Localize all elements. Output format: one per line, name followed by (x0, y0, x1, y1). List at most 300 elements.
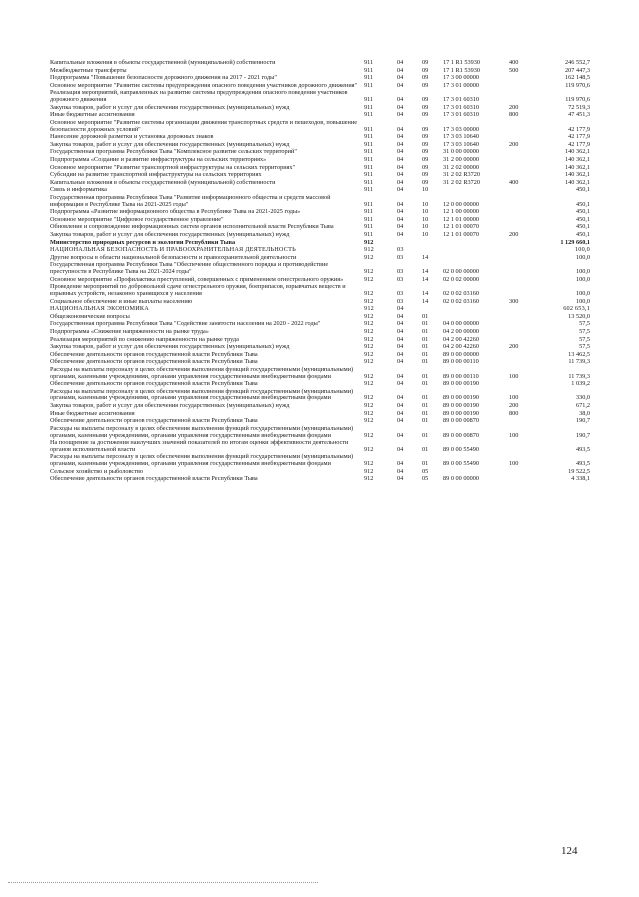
row-name: На поощрение за достижения наилучших значений показателей по итогам оценки эффективности деятельности органов исполнительной власти (50, 439, 349, 453)
row-amount: 140 362,1 (565, 148, 590, 156)
row-podrazdel: 14 (422, 253, 429, 261)
row-podrazdel: 09 (422, 81, 429, 89)
row-name: Основное мероприятие "Цифровое государственное управление" (50, 215, 224, 223)
row-name: Расходы на выплаты персоналу в целях обеспечения выполнения функций государственными (муниципальными) органами, казенными учреждениями, органами управления государственными внебюджетными фондами (50, 453, 354, 468)
row-razdel: 04 (397, 394, 404, 402)
row-glava: 912 (364, 372, 374, 380)
row-target-article: 02 0 02 00000 (443, 275, 479, 283)
row-podrazdel: 09 (422, 133, 429, 141)
row-podrazdel: 09 (422, 155, 429, 163)
row-amount: 47 451,3 (568, 111, 590, 119)
table-row (50, 454, 590, 467)
table-row (50, 195, 590, 208)
row-podrazdel: 09 (422, 66, 429, 74)
table-row (50, 329, 590, 336)
row-name: Обеспечение деятельности органов государственной власти Республики Тыва (50, 380, 258, 388)
row-podrazdel: 01 (422, 394, 429, 402)
row-target-article: 89 0 00 00190 (443, 402, 479, 410)
table-row (50, 180, 590, 187)
row-razdel: 04 (397, 103, 404, 111)
table-row (50, 120, 590, 133)
row-name: Обеспечение деятельности органов государственной власти Республики Тыва (50, 358, 258, 366)
row-amount: 100,0 (575, 268, 590, 276)
row-expense-type: 200 (509, 343, 519, 351)
row-glava: 911 (364, 111, 374, 119)
row-name: Подпрограмма «Развитие информационного общества в Республике Тыва на 2021-2025 годы» (50, 208, 301, 216)
row-amount: 42 177,9 (568, 125, 590, 133)
row-glava: 912 (364, 246, 374, 254)
row-name: Обеспечение деятельности органов государственной власти Республики Тыва (50, 417, 258, 425)
row-podrazdel: 01 (422, 409, 429, 417)
row-target-article: 31 2 02 00000 (443, 163, 479, 171)
row-amount: 330,0 (575, 394, 590, 402)
row-glava: 911 (364, 125, 374, 133)
row-razdel: 04 (397, 445, 404, 453)
row-target-article: 12 1 01 00000 (443, 215, 479, 223)
row-razdel: 04 (397, 59, 404, 66)
row-target-article: 31 2 02 R3720 (443, 178, 480, 186)
row-razdel: 04 (397, 327, 404, 335)
row-podrazdel: 01 (422, 431, 429, 439)
row-razdel: 04 (397, 380, 404, 388)
row-podrazdel: 01 (422, 312, 429, 320)
row-amount: 4 338,1 (571, 475, 590, 483)
row-razdel: 04 (397, 343, 404, 351)
row-name: Общеэкономические вопросы (50, 312, 130, 320)
row-razdel: 04 (397, 125, 404, 133)
table-row (50, 134, 590, 141)
row-glava: 912 (364, 305, 374, 313)
row-expense-type: 400 (509, 59, 519, 66)
row-razdel: 04 (397, 372, 404, 380)
row-name: НАЦИОНАЛЬНАЯ ЭКОНОМИКА (50, 305, 150, 313)
row-target-article: 31 2 02 R3720 (443, 171, 480, 179)
row-amount: 57,5 (579, 327, 590, 335)
row-name: Социальное обеспечение и иные выплаты населению (50, 297, 193, 305)
row-name: Обеспечение деятельности органов государственной власти Республики Тыва (50, 475, 258, 483)
row-razdel: 04 (397, 133, 404, 141)
row-razdel: 04 (397, 111, 404, 119)
row-amount: 140 362,1 (565, 163, 590, 171)
row-target-article: 89 0 00 00190 (443, 394, 479, 402)
row-amount: 450,1 (575, 208, 590, 216)
row-razdel: 04 (397, 178, 404, 186)
row-glava: 911 (364, 96, 374, 104)
row-razdel: 03 (397, 275, 404, 283)
row-amount: 11 739,3 (568, 358, 590, 366)
row-razdel: 04 (397, 417, 404, 425)
row-glava: 911 (364, 230, 374, 238)
table-row (50, 75, 590, 82)
row-razdel: 04 (397, 467, 404, 475)
row-name: Основное мероприятие "Развитие системы организации движения транспортных средств и пешеходов, повышение безопасности дорожных условий" (50, 118, 357, 133)
table-row (50, 367, 590, 380)
row-podrazdel: 10 (422, 215, 429, 223)
table-row (50, 112, 590, 119)
row-glava: 912 (364, 358, 374, 366)
table-row (50, 476, 590, 483)
row-glava: 912 (364, 343, 374, 351)
row-glava: 912 (364, 312, 374, 320)
row-name: Расходы на выплаты персоналу в целях обеспечения выполнения функций государственными (муниципальными) органами, казенными учреждениями, органами управления государственными внебюджетными фондами (50, 365, 354, 380)
row-glava: 912 (364, 394, 374, 402)
row-amount: 100,0 (575, 275, 590, 283)
table-row (50, 209, 590, 216)
row-amount: 493,5 (575, 445, 590, 453)
table-row (50, 381, 590, 388)
row-amount: 162 148,5 (565, 74, 590, 82)
row-glava: 912 (364, 289, 374, 297)
row-target-article: 89 0 00 00110 (443, 358, 479, 366)
row-amount: 57,5 (579, 320, 590, 328)
row-podrazdel: 01 (422, 335, 429, 343)
row-podrazdel: 09 (422, 125, 429, 133)
row-podrazdel: 09 (422, 163, 429, 171)
row-razdel: 03 (397, 289, 404, 297)
row-razdel: 04 (397, 208, 404, 216)
row-glava: 912 (364, 445, 374, 453)
table-row (50, 262, 590, 275)
row-glava: 912 (364, 460, 374, 468)
row-name: Расходы на выплаты персоналу в целях обеспечения выполнения функций государственными (муниципальными) органами, казенными учреждениями, органами управления государственными внебюджетными фондами (50, 424, 354, 439)
row-razdel: 04 (397, 171, 404, 179)
row-razdel: 04 (397, 335, 404, 343)
row-name: Проведение мероприятий по добровольной сдаче огнестрельного оружия, боеприпасов, взрывчатых веществ и взрывных устройств, незаконно хранящихся у населения (50, 283, 346, 297)
table-row (50, 440, 590, 453)
row-expense-type: 300 (509, 297, 519, 305)
table-row (50, 157, 590, 164)
row-razdel: 03 (397, 246, 404, 254)
row-razdel: 04 (397, 163, 404, 171)
row-razdel: 04 (397, 200, 404, 208)
row-target-article: 12 1 01 00070 (443, 223, 479, 231)
row-target-article: 17 3 01 60310 (443, 111, 479, 119)
row-podrazdel: 09 (422, 171, 429, 179)
row-razdel: 04 (397, 358, 404, 366)
row-glava: 912 (364, 417, 374, 425)
row-podrazdel: 10 (422, 230, 429, 238)
table-row (50, 359, 590, 366)
row-amount: 100,0 (575, 297, 590, 305)
row-name: Связь и информатика (50, 186, 107, 194)
row-amount: 140 362,1 (565, 171, 590, 179)
table-row (50, 60, 590, 67)
row-expense-type: 100 (509, 394, 519, 402)
row-glava: 912 (364, 268, 374, 276)
row-amount: 38,0 (579, 409, 590, 417)
row-podrazdel: 01 (422, 320, 429, 328)
row-razdel: 03 (397, 253, 404, 261)
row-podrazdel: 14 (422, 275, 429, 283)
table-row (50, 284, 590, 297)
row-razdel: 04 (397, 140, 404, 148)
row-target-article: 04 2 00 42260 (443, 343, 479, 351)
row-glava: 911 (364, 81, 374, 89)
row-podrazdel: 10 (422, 223, 429, 231)
row-razdel: 04 (397, 312, 404, 320)
row-razdel: 04 (397, 431, 404, 439)
row-target-article: 89 0 00 00870 (443, 417, 479, 425)
row-name: Государственная программа Республики Тыва "Комплексное развитие сельских территорий" (50, 148, 297, 156)
row-amount: 602 653,1 (563, 305, 590, 313)
row-expense-type: 200 (509, 103, 519, 111)
row-razdel: 04 (397, 230, 404, 238)
row-podrazdel: 01 (422, 327, 429, 335)
row-target-article: 04 2 00 42260 (443, 335, 479, 343)
row-amount: 11 739,3 (568, 372, 590, 380)
row-razdel: 04 (397, 74, 404, 82)
row-amount: 671,2 (575, 402, 590, 410)
row-podrazdel: 14 (422, 297, 429, 305)
row-target-article: 02 0 02 03160 (443, 289, 479, 297)
row-name: Реализация мероприятий, направленных на развитие системы предупреждения опасного поведения участников дорожного движения (50, 89, 348, 104)
row-name: Государственная программа Республики Тыва "Содействие занятости населения на 2020 - 2022 годы" (50, 320, 321, 328)
row-glava: 911 (364, 171, 374, 179)
row-glava: 911 (364, 74, 374, 82)
row-amount: 140 362,1 (565, 155, 590, 163)
row-name: Субсидии на развитие транспортной инфраструктуры на сельских территориях (50, 171, 262, 179)
row-target-article: 89 0 00 00000 (443, 350, 479, 358)
row-expense-type: 200 (509, 140, 519, 148)
row-glava: 912 (364, 380, 374, 388)
row-target-article: 89 0 00 00870 (443, 431, 479, 439)
row-glava: 911 (364, 155, 374, 163)
row-name: Закупка товаров, работ и услуг для обеспечения государственных (муниципальных) нужд (50, 230, 290, 238)
row-glava: 912 (364, 409, 374, 417)
row-razdel: 04 (397, 186, 404, 194)
row-razdel: 03 (397, 268, 404, 276)
row-podrazdel: 05 (422, 475, 429, 483)
row-name: Государственная программа Республики Тыва "Развитие информационного общества и средств массовой информации в Республике Тыва на 2021-2025 годы" (50, 193, 331, 208)
row-target-article: 02 0 00 00000 (443, 268, 479, 276)
row-name: НАЦИОНАЛЬНАЯ БЕЗОПАСНОСТЬ И ПРАВООХРАНИТЕЛЬНАЯ ДЕЯТЕЛЬНОСТЬ (50, 246, 296, 254)
row-target-article: 04 2 00 00000 (443, 327, 479, 335)
table-row (50, 389, 590, 402)
row-podrazdel: 01 (422, 445, 429, 453)
row-target-article: 12 0 00 00000 (443, 200, 479, 208)
row-name: Иные бюджетные ассигнования (50, 111, 135, 119)
row-glava: 912 (364, 475, 374, 483)
row-name: Подпрограмма «Снижение напряженности на рынке труда» (50, 327, 209, 335)
table-row (50, 187, 590, 194)
row-podrazdel: 14 (422, 289, 429, 297)
row-glava: 911 (364, 208, 374, 216)
row-glava: 912 (364, 253, 374, 261)
row-expense-type: 800 (509, 111, 519, 119)
table-row (50, 247, 590, 254)
table-row (50, 344, 590, 351)
row-razdel: 04 (397, 320, 404, 328)
row-amount: 100,0 (574, 246, 590, 254)
row-amount: 100,0 (575, 253, 590, 261)
row-razdel: 04 (397, 215, 404, 223)
row-podrazdel: 09 (422, 103, 429, 111)
row-target-article: 12 1 01 00070 (443, 230, 479, 238)
row-glava: 911 (364, 148, 374, 156)
row-amount: 13 520,0 (568, 312, 590, 320)
table-row (50, 403, 590, 410)
row-podrazdel: 01 (422, 372, 429, 380)
row-razdel: 03 (397, 297, 404, 305)
row-name: Обновление и сопровождение информационных систем органов исполнительной власти Республики Тыва (50, 223, 334, 231)
row-expense-type: 400 (509, 178, 519, 186)
row-name: Сельское хозяйство и рыболовство (50, 467, 143, 475)
row-name: Другие вопросы в области национальной безопасности и правоохранительной деятельности (50, 253, 297, 261)
row-amount: 57,5 (579, 335, 590, 343)
row-razdel: 04 (397, 409, 404, 417)
row-podrazdel: 10 (422, 200, 429, 208)
row-target-article: 89 0 00 55490 (443, 445, 479, 453)
row-glava: 911 (364, 223, 374, 231)
row-name: Подпрограмма "Повышение безопасности дорожного движения на 2017 - 2021 годы" (50, 74, 277, 82)
row-target-article: 31 2 00 00000 (443, 155, 479, 163)
row-podrazdel: 09 (422, 96, 429, 104)
row-glava: 912 (364, 335, 374, 343)
row-podrazdel: 09 (422, 74, 429, 82)
row-glava: 912 (364, 320, 374, 328)
row-target-article: 17 1 R1 53930 (443, 66, 480, 74)
table-row (50, 306, 590, 313)
row-glava: 912 (364, 238, 374, 246)
row-name: Межбюджетные трансферты (50, 66, 127, 74)
row-amount: 57,5 (579, 343, 590, 351)
table-row (50, 426, 590, 439)
row-podrazdel: 05 (422, 467, 429, 475)
row-glava: 911 (364, 163, 374, 171)
row-amount: 140 362,1 (565, 178, 590, 186)
row-expense-type: 200 (509, 230, 519, 238)
row-name: Закупка товаров, работ и услуг для обеспечения государственных (муниципальных) нужд (50, 402, 290, 410)
row-name: Капитальные вложения в объекты государственной (муниципальной) собственности (50, 59, 276, 66)
row-razdel: 04 (397, 460, 404, 468)
row-glava: 911 (364, 59, 374, 66)
row-name: Основное мероприятие "Развитие системы предупреждения опасного поведения участников дорожного движения" (50, 81, 358, 89)
row-amount: 450,1 (575, 200, 590, 208)
row-target-article: 89 0 00 00000 (443, 475, 479, 483)
row-name: Иные бюджетные ассигнования (50, 409, 135, 417)
row-podrazdel: 09 (422, 111, 429, 119)
row-amount: 493,5 (575, 460, 590, 468)
row-amount: 450,1 (575, 230, 590, 238)
row-amount: 19 522,5 (568, 467, 590, 475)
row-podrazdel: 14 (422, 268, 429, 276)
row-name: Министерство природных ресурсов и экологии Республики Тыва (50, 238, 236, 246)
row-glava: 911 (364, 140, 374, 148)
row-podrazdel: 01 (422, 350, 429, 358)
row-target-article: 17 1 R1 53930 (443, 59, 480, 66)
row-glava: 911 (364, 66, 374, 74)
row-expense-type: 100 (509, 431, 519, 439)
row-target-article: 89 0 00 55490 (443, 460, 479, 468)
row-razdel: 04 (397, 475, 404, 483)
row-target-article: 17 3 03 00000 (443, 125, 479, 133)
row-glava: 911 (364, 200, 374, 208)
row-amount: 450,1 (575, 186, 590, 194)
row-name: Нанесение дорожной разметки и установка дорожных знаков (50, 133, 214, 141)
row-expense-type: 100 (509, 372, 519, 380)
row-razdel: 04 (397, 66, 404, 74)
row-name: Реализация мероприятий по снижению напряженности на рынке труда (50, 335, 239, 343)
row-glava: 912 (364, 431, 374, 439)
page-number: 124 (561, 845, 578, 857)
row-name: Закупка товаров, работ и услуг для обеспечения государственных (муниципальных) нужд (50, 140, 290, 148)
row-podrazdel: 10 (422, 186, 429, 194)
row-target-article: 89 0 00 00190 (443, 380, 479, 388)
row-amount: 1 039,2 (571, 380, 590, 388)
row-podrazdel: 09 (422, 178, 429, 186)
row-podrazdel: 01 (422, 380, 429, 388)
row-podrazdel: 01 (422, 402, 429, 410)
row-target-article: 02 0 02 03160 (443, 297, 479, 305)
row-amount: 72 519,3 (568, 103, 590, 111)
row-razdel: 04 (397, 148, 404, 156)
row-amount: 119 970,6 (565, 81, 590, 89)
row-podrazdel: 09 (422, 59, 429, 66)
row-razdel: 04 (397, 96, 404, 104)
row-podrazdel: 01 (422, 343, 429, 351)
row-target-article: 89 0 00 00190 (443, 409, 479, 417)
row-target-article: 12 1 00 00000 (443, 208, 479, 216)
row-glava: 912 (364, 297, 374, 305)
row-expense-type: 800 (509, 409, 519, 417)
row-podrazdel: 01 (422, 460, 429, 468)
row-name: Подпрограмма «Создание и развитие инфраструктуры на сельских территориях» (50, 155, 267, 163)
row-expense-type: 200 (509, 402, 519, 410)
row-amount: 42 177,9 (568, 140, 590, 148)
row-razdel: 04 (397, 81, 404, 89)
row-glava: 912 (364, 275, 374, 283)
row-target-article: 17 3 03 10640 (443, 133, 479, 141)
row-target-article: 17 3 01 60310 (443, 103, 479, 111)
table-row (50, 172, 590, 179)
row-amount: 450,1 (575, 215, 590, 223)
row-podrazdel: 09 (422, 148, 429, 156)
row-glava: 911 (364, 103, 374, 111)
row-glava: 912 (364, 350, 374, 358)
row-name: Закупка товаров, работ и услуг для обеспечения государственных (муниципальных) нужд (50, 103, 290, 111)
footer-divider (8, 882, 318, 883)
table-row (50, 232, 590, 239)
row-glava: 911 (364, 178, 374, 186)
row-glava: 912 (364, 467, 374, 475)
row-podrazdel: 10 (422, 208, 429, 216)
table-row (50, 418, 590, 425)
row-amount: 1 129 660,1 (560, 238, 590, 246)
row-razdel: 04 (397, 350, 404, 358)
row-razdel: 04 (397, 155, 404, 163)
row-glava: 911 (364, 186, 374, 194)
row-amount: 190,7 (575, 417, 590, 425)
row-podrazdel: 01 (422, 358, 429, 366)
row-name: Расходы на выплаты персоналу в целях обеспечения выполнения функций государственными (муниципальными) органами, казенными учреждениями, органами управления государственными внебюджетными фондами (50, 387, 354, 402)
row-name: Государственная программа Республики Тыва "Обеспечение общественного порядка и противодействие преступности в Республике Тыва на 2021-2024 годы" (50, 261, 329, 276)
row-amount: 190,7 (575, 431, 590, 439)
row-amount: 100,0 (575, 289, 590, 297)
row-name: Обеспечение деятельности органов государственной власти Республики Тыва (50, 350, 258, 358)
row-target-article: 17 3 01 60310 (443, 96, 479, 104)
row-amount: 450,1 (575, 223, 590, 231)
row-amount: 246 552,7 (565, 59, 590, 66)
row-target-article: 17 3 00 00000 (443, 74, 479, 82)
row-name: Основное мероприятие "Развитие транспортной инфраструктуры на сельских территориях" (50, 163, 296, 171)
row-podrazdel: 01 (422, 417, 429, 425)
row-amount: 13 462,5 (568, 350, 590, 358)
row-razdel: 04 (397, 305, 404, 313)
row-expense-type: 100 (509, 460, 519, 468)
row-name: Капитальные вложения в объекты государственной (муниципальной) собственности (50, 178, 276, 186)
row-razdel: 04 (397, 402, 404, 410)
row-glava: 912 (364, 327, 374, 335)
